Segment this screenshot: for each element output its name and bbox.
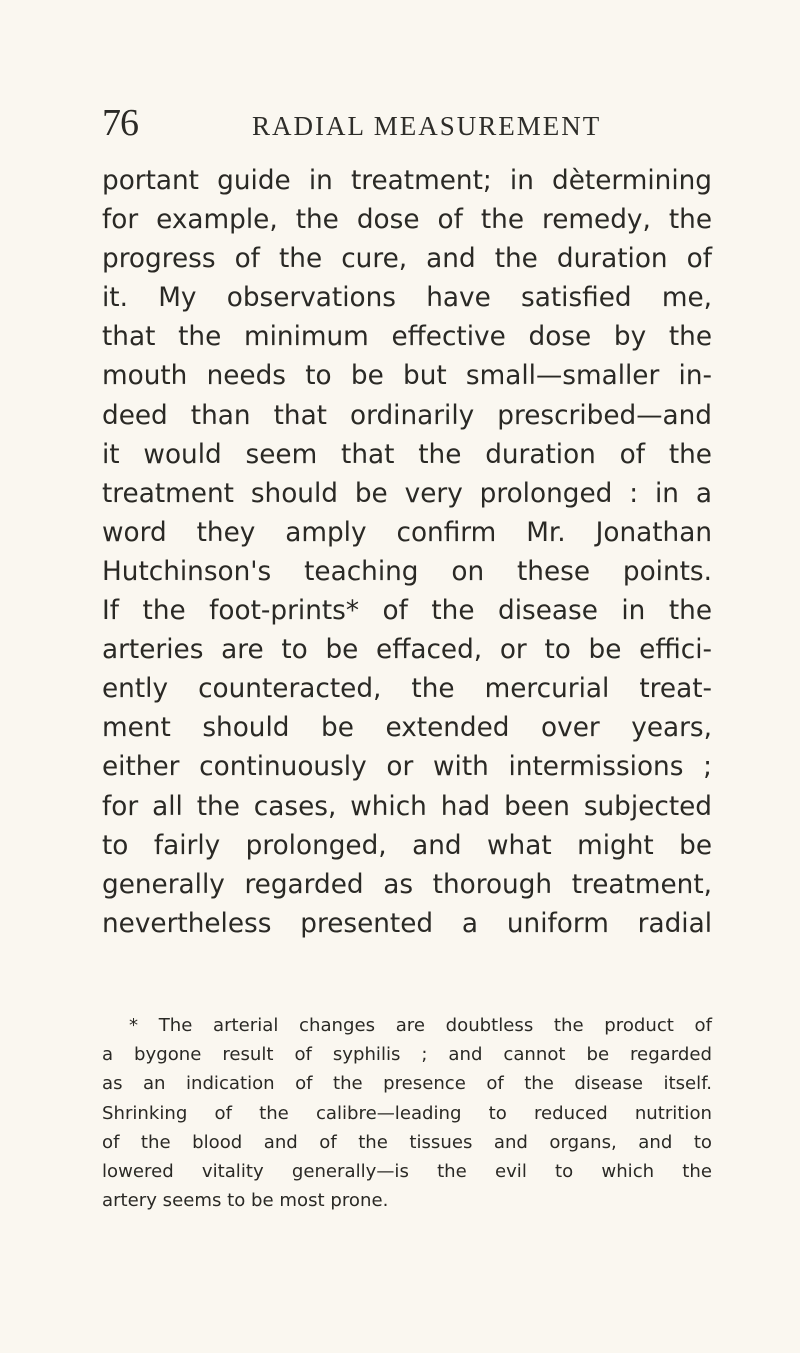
- body-line: ment should be extended over years,: [102, 713, 712, 744]
- footnote-line: as an indication of the presence of the disease itself.: [102, 1073, 712, 1095]
- footnote-line: a bygone result of syphilis ; and cannot be regarded: [102, 1044, 712, 1066]
- body-line: ently counteracted, the mercurial treat-: [102, 674, 712, 705]
- body-line: it would seem that the duration of the: [102, 439, 712, 470]
- body-line: arteries are to be effaced, or to be effici-: [102, 635, 712, 666]
- body-line: portant guide in treatment; in dètermining: [102, 166, 712, 196]
- body-line: Hutchinson's teaching on these points.: [102, 556, 712, 587]
- footnote-line: artery seems to be most prone.: [102, 1190, 389, 1212]
- body-line: either continuously or with intermissions ;: [102, 752, 712, 783]
- body-line: word they amply confirm Mr. Jonathan: [102, 517, 712, 548]
- footnote-line: lowered vitality generally—is the evil to which the: [102, 1160, 712, 1182]
- body-line: If the foot-prints* of the disease in the: [102, 596, 712, 627]
- body-line: mouth needs to be but small—smaller in-: [102, 361, 712, 392]
- body-line: nevertheless presented a uniform radial: [102, 908, 712, 939]
- footnote: [102, 1011, 712, 1215]
- body-line: that the minimum effective dose by the: [102, 322, 712, 353]
- page-header: [102, 100, 702, 150]
- footnote-line: of the blood and of the tissues and organs, and to: [102, 1131, 712, 1153]
- footnote-line: Shrinking of the calibre—leading to reduced nutrition: [102, 1102, 712, 1124]
- body-line: generally regarded as thorough treatment,: [102, 869, 712, 900]
- footnote-line: * The arterial changes are doubtless the product of: [129, 1015, 712, 1036]
- body-line: for all the cases, which had been subjected: [102, 791, 712, 822]
- body-line: for example, the dose of the remedy, the: [102, 205, 712, 236]
- body-line: progress of the cure, and the duration of: [102, 244, 712, 275]
- running-head: RADIAL MEASUREMENT: [252, 111, 602, 141]
- body-line: it. My observations have satisfied me,: [102, 283, 712, 314]
- body-line: treatment should be very prolonged : in a: [102, 478, 712, 509]
- body-line: to fairly prolonged, and what might be: [102, 830, 712, 861]
- page-number: 76: [102, 102, 138, 144]
- body-text: [102, 162, 712, 944]
- body-line: deed than that ordinarily prescribed—and: [102, 400, 712, 431]
